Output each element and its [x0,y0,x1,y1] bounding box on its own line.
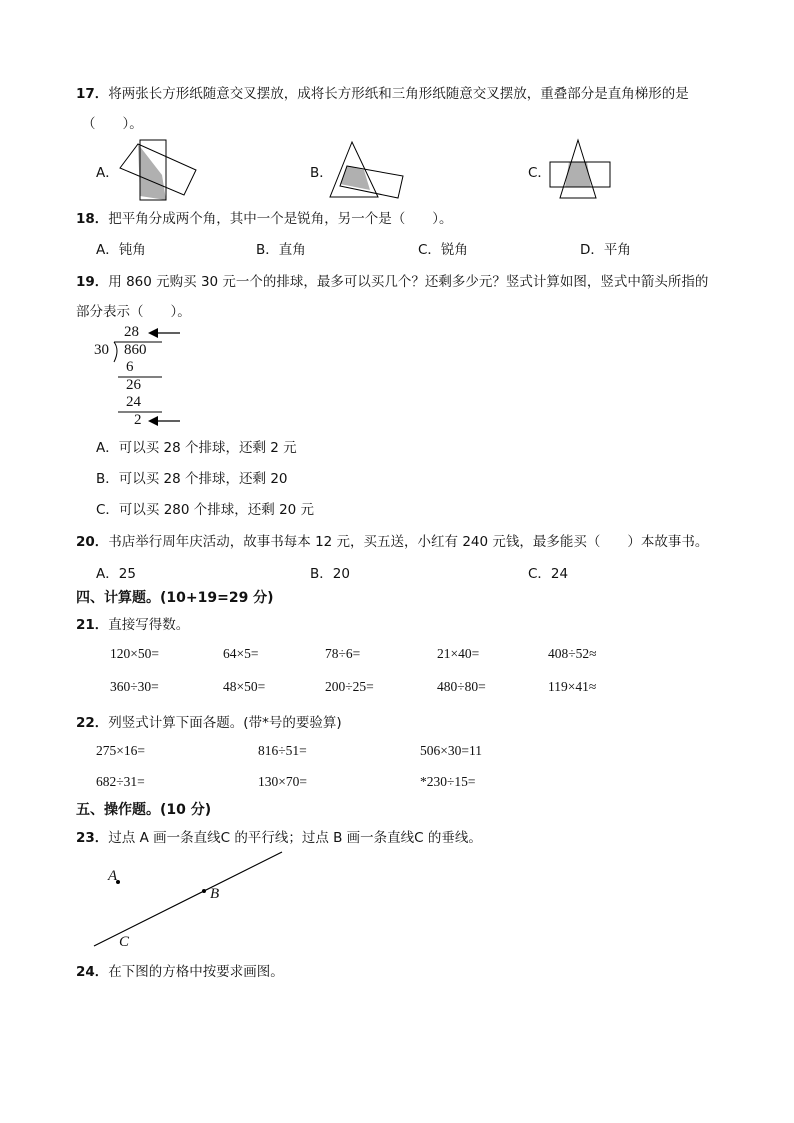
q17-number: 17． [76,86,109,102]
q21-item: 120×50= [110,646,159,661]
q19-option-a: A．可以买 28 个排球，还剩 2 元 [96,440,297,456]
q19-number: 19． [76,274,109,290]
q18-number: 18． [76,211,109,227]
division-step2: 26 [126,377,141,393]
q19-text-line2: 部分表示（ ）。 [76,304,191,320]
q24-stem [76,960,284,980]
q20-option-c: C．24 [528,566,569,582]
q22-stem [76,711,342,731]
remainder-arrow-icon [148,414,182,428]
q22-item: 130×70= [258,774,307,789]
q17-text-line2: （ ）。 [82,116,143,132]
q19-text-line1: 用 860 元购买 30 元一个的排球，最多可以买几个？还剩多少元？竖式计算如图，竖式中箭头所指的 [108,274,709,290]
q21-item: 200÷25= [325,679,374,694]
q22-item: *230÷15= [420,774,476,789]
q17-figure-c-overlap [565,162,591,187]
q21-item: 48×50= [223,679,266,694]
section5-title: 五、操作题。(10 分) [76,802,212,818]
q20-option-a: A．25 [96,566,136,582]
q20-stem [76,530,708,550]
q17-option-c-label: C． [528,165,551,181]
q21-stem [76,613,189,633]
q21-item: 360÷30= [110,679,159,694]
q17-figure-a [118,138,198,200]
q18-option-b: B．直角 [256,242,306,258]
q21-number: 21． [76,617,109,633]
q21-text: 直接写得数。 [108,617,190,633]
q19-stem [76,270,708,290]
q24-text: 在下图的方格中按要求画图。 [108,964,284,980]
q17-option-a-label: A． [96,165,119,181]
q19-option-c: C．可以买 280 个排球，还剩 20 元 [96,502,315,518]
q21-item: 480÷80= [437,679,486,694]
point-b-label: B [210,886,220,902]
q21-item: 78÷6= [325,646,361,661]
division-remainder: 2 [134,412,142,428]
q21-item: 119×41≈ [548,679,597,694]
q18-stem [76,207,453,227]
division-line-1 [118,376,164,378]
q17-figure-b [330,140,405,198]
q22-item: 682÷31= [96,774,145,789]
q21-item: 408÷52≈ [548,646,597,661]
division-step1: 6 [126,359,134,375]
point-a-label: A [108,868,118,884]
q21-item: 64×5= [223,646,259,661]
q18-option-a: A．钝角 [96,242,146,258]
q20-option-b: B．20 [310,566,350,582]
q23-stem [76,826,482,846]
division-dividend: 860 [124,342,147,358]
q22-item: 816÷51= [258,743,307,758]
q17-option-b-label: B． [310,165,333,181]
q18-option-d: D．平角 [580,242,631,258]
q23-figure [88,848,288,952]
q17-figure-a-overlap [138,144,166,200]
q19-option-b: B．可以买 28 个排球，还剩 20 [96,471,288,487]
q17-stem [76,82,689,102]
q23-text: 过点 A 画一条直线C 的平行线；过点 B 画一条直线C 的垂线。 [108,830,482,846]
q23-number: 23． [76,830,109,846]
line-c-label: C [119,934,130,950]
q17-text-line1: 将两张长方形纸随意交叉摆放，成将长方形纸和三角形纸随意交叉摆放，重叠部分是直角梯形的是 [108,86,689,102]
q24-number: 24． [76,964,109,980]
q20-text: 书店举行周年庆活动，故事书每本 12 元，买五送，小红有 240 元钱，最多能买（ ）本故事书。 [108,534,709,550]
q17-figure-c [548,138,612,200]
line-c [94,852,282,946]
q20-number: 20． [76,534,109,550]
point-b [202,889,206,893]
quotient-arrow-icon [148,326,182,340]
q22-number: 22． [76,715,109,731]
division-step3: 24 [126,394,141,410]
q18-text: 把平角分成两个角，其中一个是锐角，另一个是（ ）。 [108,211,453,227]
q22-item: 275×16= [96,743,145,758]
section4-title: 四、计算题。(10+19=29 分) [76,590,274,606]
q22-item: 506×30=11 [420,743,482,758]
q21-item: 21×40= [437,646,480,661]
division-divisor: 30 [94,342,109,358]
q18-option-c: C．锐角 [418,242,468,258]
division-quotient: 28 [124,324,139,340]
q22-text: 列竖式计算下面各题。(带*号的要验算) [108,715,342,731]
